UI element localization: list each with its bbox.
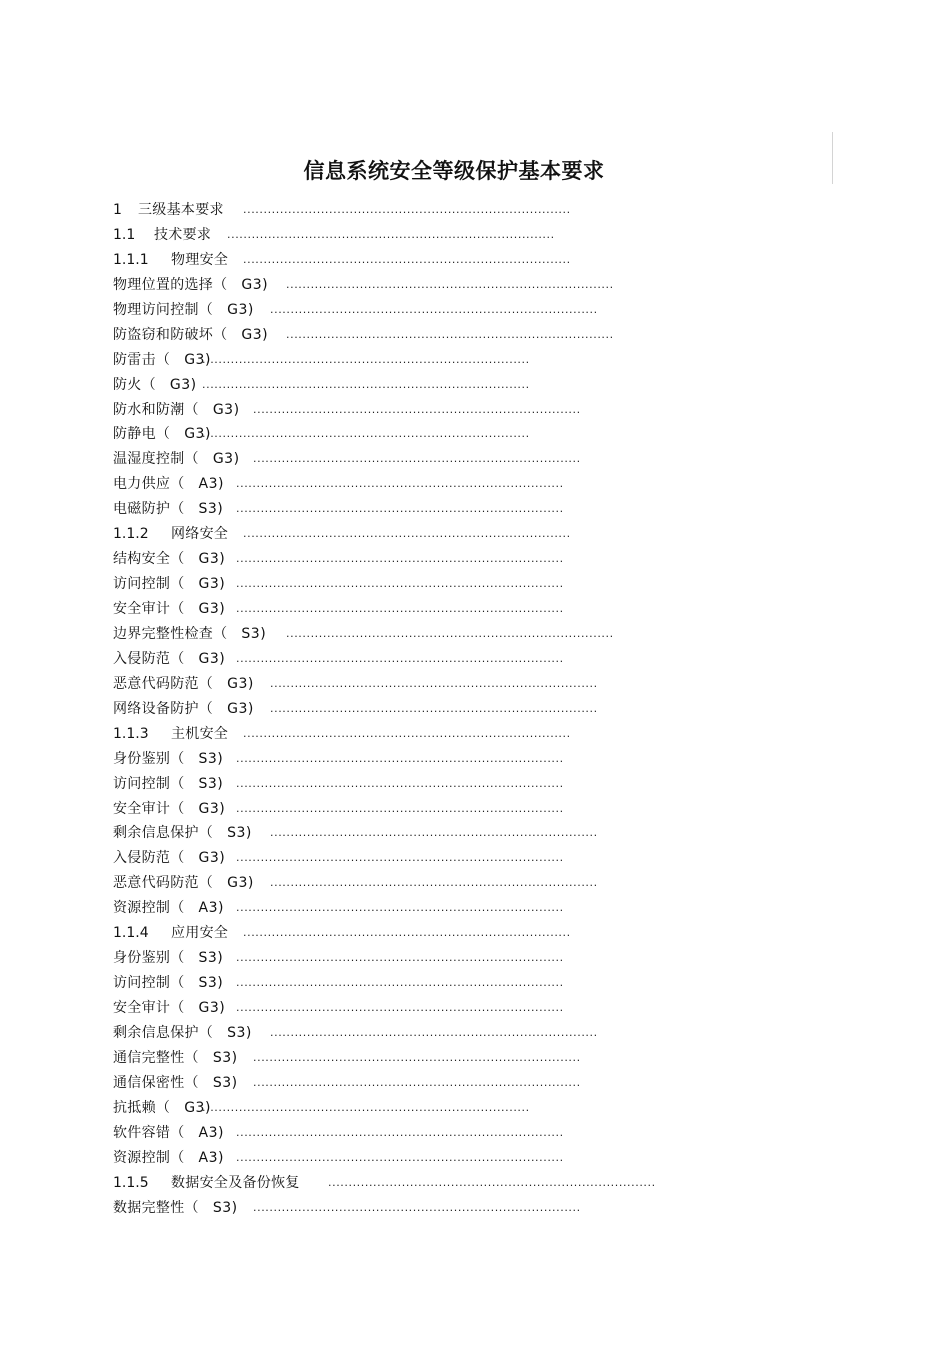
toc-entry[interactable] [113, 198, 571, 223]
toc-entry-number: 1.1.4 [113, 925, 149, 942]
toc-entry-leader: ................................................................................ [202, 1100, 530, 1114]
toc-entry-title: 防雷击（ [113, 351, 171, 368]
toc-entry[interactable] [113, 1071, 581, 1096]
toc-entry[interactable] [113, 497, 564, 522]
toc-entry-code: S3) [198, 950, 224, 967]
toc-entry-leader: ................................................................................ [202, 352, 530, 366]
toc-entry-code: S3) [198, 775, 224, 792]
toc-entry-title: 防盗窃和防破坏（ [113, 326, 228, 343]
toc-entry-title: 资源控制（ [113, 900, 185, 917]
toc-entry[interactable] [113, 223, 555, 248]
toc-entry-leader: ................................................................................ [236, 602, 564, 615]
toc-entry-leader: ................................................................................ [286, 327, 614, 341]
toc-entry-title: 数据完整性（ [113, 1199, 199, 1216]
toc-entry[interactable] [113, 472, 564, 497]
toc-entry-title: 通信完整性（ [113, 1049, 199, 1066]
toc-entry-title: 资源控制（ [113, 1149, 185, 1166]
toc-entry-leader: ................................................................................ [236, 1150, 564, 1164]
toc-entry-title: 安全审计（ [113, 800, 185, 817]
toc-entry-code: A3) [198, 1149, 224, 1166]
toc-entry-leader: ................................................................................ [286, 277, 614, 291]
toc-entry-title: 物理安全 [171, 251, 229, 268]
toc-entry-title: 入侵防范（ [113, 850, 185, 867]
toc-entry[interactable] [113, 622, 614, 647]
toc-entry-leader: ................................................................................ [243, 203, 571, 216]
toc-entry-code: G3) [184, 1099, 211, 1116]
toc-entry-leader: ................................................................................ [243, 926, 571, 940]
toc-entry-number: 1.1.5 [113, 1174, 149, 1191]
toc-entry-leader: ................................................................................ [236, 552, 564, 566]
toc-entry-leader: ................................................................................ [243, 252, 571, 266]
toc-entry-code: G3) [198, 850, 226, 867]
toc-entry[interactable] [113, 871, 598, 896]
toc-entry-code: G3) [184, 351, 211, 368]
toc-entry-title: 通信保密性（ [113, 1074, 199, 1091]
toc-entry-title: 剩余信息保护（ [113, 825, 214, 842]
toc-entry-leader: ................................................................................ [253, 402, 581, 416]
toc-entry-title: 防水和防潮（ [113, 401, 199, 418]
toc-entry-code: G3) [198, 551, 226, 568]
toc-entry[interactable] [113, 547, 564, 572]
toc-entry[interactable] [113, 896, 564, 921]
toc-entry-title: 边界完整性检查（ [113, 625, 228, 642]
toc-entry-title: 恶意代码防范（ [113, 675, 214, 692]
toc-entry-leader: ................................................................................ [236, 651, 564, 665]
toc-entry-title: 抗抵赖（ [113, 1099, 171, 1116]
toc-entry-code: S3) [198, 501, 224, 518]
toc-entry-title: 电磁防护（ [113, 501, 185, 518]
toc-entry-title: 主机安全 [171, 725, 229, 742]
toc-entry-code: G3) [227, 875, 254, 892]
toc-entry[interactable] [113, 323, 614, 348]
toc-entry-code: A3) [198, 476, 224, 493]
toc-entry-leader: ................................................................................ [202, 427, 530, 441]
toc-entry-title: 访问控制（ [113, 975, 185, 992]
toc-entry-leader: ................................................................................ [236, 1125, 564, 1139]
toc-entry-code: G3) [241, 326, 269, 343]
toc-entry-code: S3) [227, 825, 252, 842]
toc-entry-leader: ................................................................................ [253, 452, 581, 466]
toc-entry[interactable] [113, 821, 598, 846]
toc-entry[interactable] [113, 971, 564, 996]
toc-entry-code: G3) [198, 800, 226, 817]
toc-entry-title: 防火（ [113, 376, 156, 393]
toc-entry-leader: ................................................................................ [270, 826, 598, 840]
toc-entry-number: 1.1.2 [113, 526, 149, 543]
toc-entry-title: 技术要求 [154, 226, 212, 243]
toc-entry-title: 网络安全 [171, 526, 229, 543]
toc-entry[interactable] [113, 1171, 656, 1196]
toc-entry-leader: ................................................................................ [236, 1001, 564, 1014]
toc-entry-code: S3) [212, 1074, 238, 1091]
toc-entry[interactable] [113, 447, 581, 472]
toc-entry-title: 身份鉴别（ [113, 950, 185, 967]
toc-entry[interactable] [113, 422, 530, 447]
toc-entry-leader: ................................................................................ [236, 477, 564, 491]
toc-entry-title: 入侵防范（ [113, 650, 185, 667]
toc-entry-code: S3) [227, 1024, 252, 1041]
toc-entry[interactable] [113, 647, 564, 672]
toc-entry-number: 1.1.1 [113, 251, 149, 268]
toc-entry-title: 应用安全 [171, 925, 229, 942]
toc-entry-code: G3) [227, 675, 254, 692]
toc-entry-title: 身份鉴别（ [113, 750, 185, 767]
toc-entry-code: G3) [198, 601, 226, 617]
toc-entry-leader: ................................................................................ [270, 1025, 598, 1039]
toc-entry-title: 恶意代码防范（ [113, 875, 214, 892]
toc-entry-leader: ................................................................................ [253, 1050, 581, 1064]
toc-entry-code: G3) [169, 376, 197, 393]
toc-entry[interactable] [113, 248, 571, 273]
toc-entry-title: 温湿度控制（ [113, 451, 199, 468]
toc-entry-number: 1.1.3 [113, 725, 149, 742]
toc-entry-title: 剩余信息保护（ [113, 1024, 214, 1041]
toc-entry-leader: ................................................................................ [286, 626, 614, 640]
toc-entry[interactable] [113, 697, 598, 722]
toc-entry-title: 物理访问控制（ [113, 301, 214, 318]
toc-entry[interactable] [113, 1121, 564, 1146]
toc-entry-leader: ................................................................................ [236, 901, 564, 915]
toc-entry[interactable] [113, 572, 564, 597]
toc-entry-leader: ................................................................................ [236, 976, 564, 990]
toc-entry-code: G3) [198, 576, 226, 593]
toc-entry[interactable] [113, 797, 564, 822]
toc-entry[interactable] [113, 373, 530, 398]
toc-entry-title: 安全审计（ [113, 601, 185, 617]
toc-entry-leader: ................................................................................ [270, 676, 598, 690]
toc-entry-code: G3) [184, 426, 211, 443]
toc-entry-code: S3) [212, 1049, 238, 1066]
toc-entry-title: 电力供应（ [113, 476, 185, 493]
toc-entry-code: S3) [212, 1199, 238, 1216]
toc-entry-title: 结构安全（ [113, 551, 185, 568]
toc-entry-number: 1 [113, 202, 122, 218]
toc-entry-code: G3) [212, 401, 240, 418]
toc-entry-leader: ................................................................................ [236, 801, 564, 815]
toc-entry-leader: ................................................................................ [236, 776, 564, 790]
toc-entry-leader: ................................................................................ [227, 227, 555, 241]
toc-entry-code: G3) [212, 451, 240, 468]
toc-entry[interactable] [113, 1021, 598, 1046]
toc-entry-code: G3) [227, 301, 254, 318]
toc-entry-leader: ................................................................................ [270, 876, 598, 890]
toc-entry[interactable] [113, 772, 564, 797]
toc-entry[interactable] [113, 1146, 564, 1171]
document-title: 信息系统安全等级保护基本要求 [303, 159, 605, 184]
toc-entry[interactable] [113, 522, 571, 547]
toc-entry-title: 防静电（ [113, 426, 171, 443]
toc-entry-leader: ................................................................................ [270, 701, 598, 715]
toc-entry-leader: ................................................................................ [270, 302, 598, 316]
toc-entry-code: S3) [198, 975, 224, 992]
toc-entry[interactable] [113, 348, 530, 373]
toc-entry-code: S3) [241, 625, 267, 642]
toc-entry-code: G3) [227, 700, 254, 717]
toc-entry[interactable] [113, 747, 564, 772]
toc-entry-leader: ................................................................................ [328, 1175, 656, 1189]
toc-entry-number: 1.1 [113, 226, 136, 243]
toc-entry-code: S3) [198, 750, 224, 767]
toc-entry-title: 安全审计（ [113, 1000, 185, 1016]
toc-entry-code: G3) [241, 276, 269, 293]
toc-entry[interactable] [113, 996, 564, 1021]
toc-entry-leader: ................................................................................ [253, 1075, 581, 1089]
toc-entry-title: 数据安全及备份恢复 [171, 1174, 300, 1191]
toc-entry[interactable] [113, 921, 571, 946]
toc-entry-title: 物理位置的选择（ [113, 276, 228, 293]
toc-entry[interactable] [113, 398, 581, 423]
toc-entry-leader: ................................................................................ [236, 502, 564, 516]
toc-entry[interactable] [113, 1096, 530, 1121]
toc-entry-title: 三级基本要求 [138, 202, 224, 218]
toc-entry-code: A3) [198, 1124, 224, 1141]
toc-entry-leader: ................................................................................ [243, 527, 571, 541]
toc-entry[interactable] [113, 1196, 581, 1221]
toc-entry[interactable] [113, 1046, 581, 1071]
toc-entry-title: 访问控制（ [113, 775, 185, 792]
toc-entry[interactable] [113, 298, 598, 323]
toc-entry[interactable] [113, 846, 564, 871]
toc-entry-leader: ................................................................................ [236, 751, 564, 765]
toc-entry[interactable] [113, 597, 564, 622]
toc-entry-code: G3) [198, 650, 226, 667]
toc-entry[interactable] [113, 946, 564, 971]
table-of-contents [113, 198, 656, 1220]
toc-entry-leader: ................................................................................ [243, 726, 571, 740]
toc-entry-title: 软件容错（ [113, 1124, 185, 1141]
toc-entry-title: 网络设备防护（ [113, 700, 214, 717]
toc-entry-leader: ................................................................................ [236, 851, 564, 865]
toc-entry[interactable] [113, 722, 571, 747]
toc-entry-leader: ................................................................................ [253, 1200, 581, 1214]
toc-entry-code: G3) [198, 1000, 226, 1016]
toc-entry-code: A3) [198, 900, 224, 917]
toc-entry-leader: ................................................................................ [236, 577, 564, 591]
toc-entry[interactable] [113, 672, 598, 697]
toc-entry[interactable] [113, 273, 614, 298]
toc-entry-leader: ................................................................................ [236, 951, 564, 965]
toc-entry-leader: ................................................................................ [202, 377, 530, 391]
toc-entry-title: 访问控制（ [113, 576, 185, 593]
